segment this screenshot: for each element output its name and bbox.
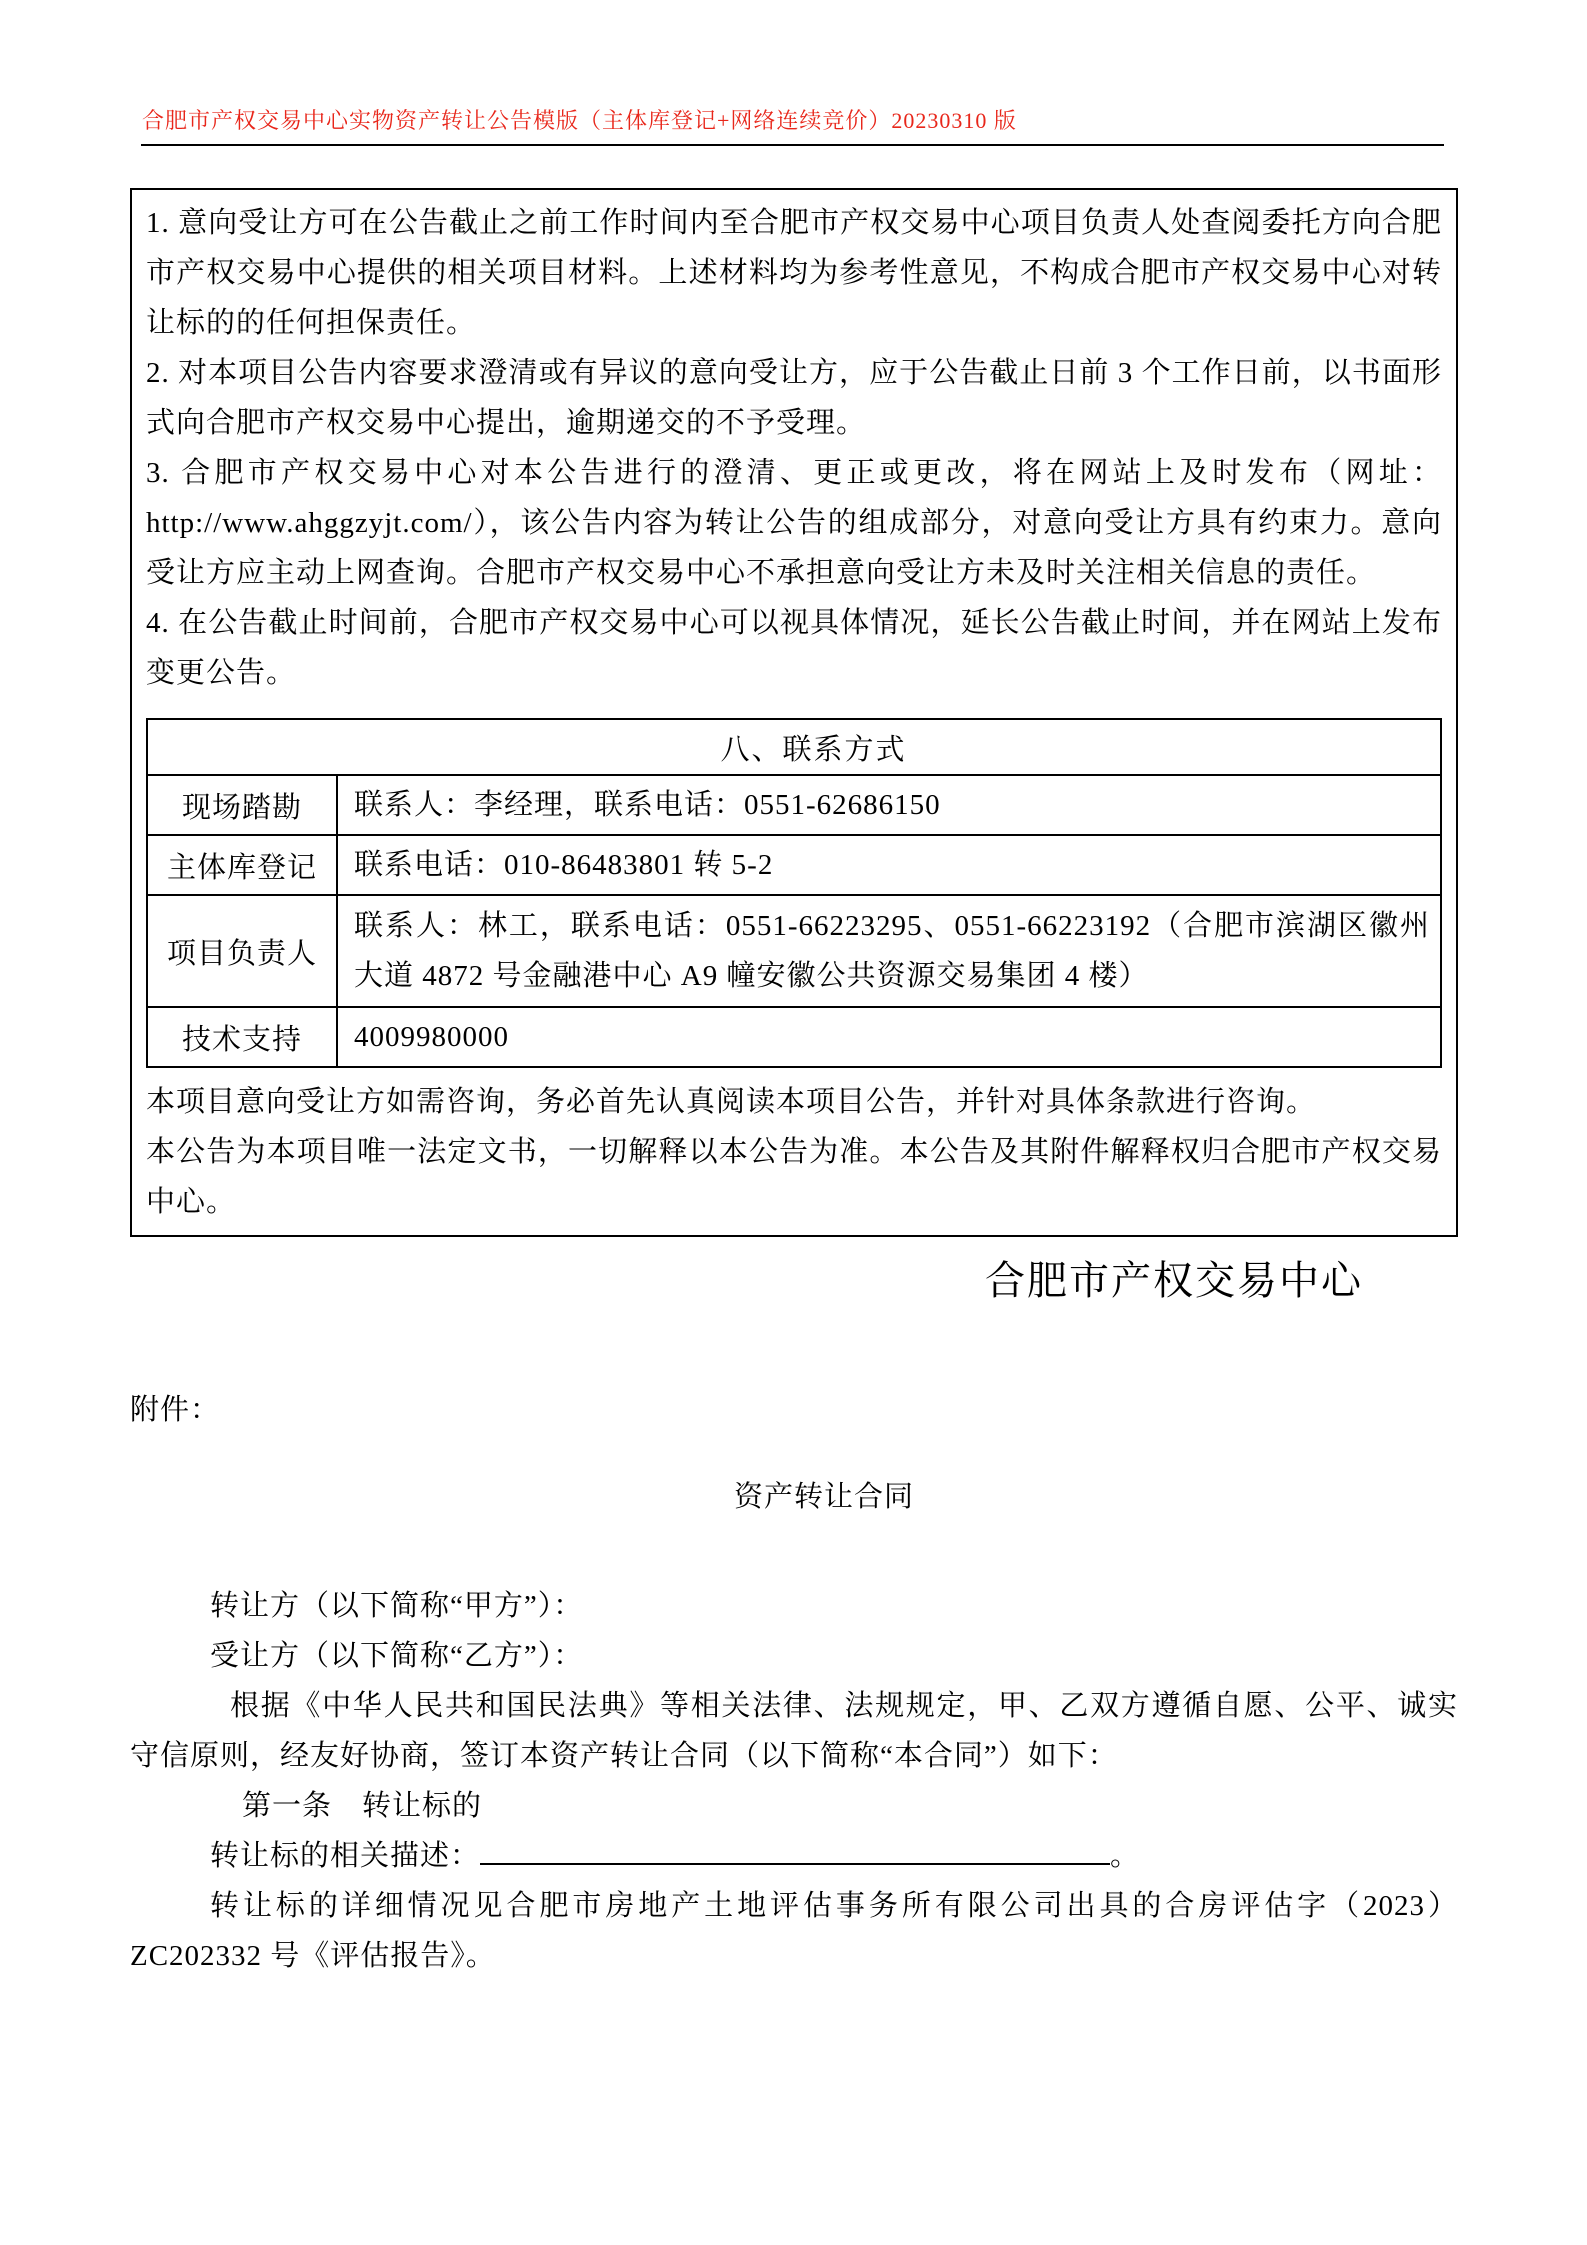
contact-row-value: 联系人：李经理，联系电话：0551-62686150 — [337, 775, 1441, 835]
legal-basis-paragraph: 根据《中华人民共和国民法典》等相关法律、法规规定，甲、乙双方遵循自愿、公平、诚实守信原则，经友好协商，签订本资产转让合同（以下简称“本合同”）如下： — [130, 1690, 1458, 1772]
issuer-signature: 合肥市产权交易中心 — [985, 1258, 1363, 1303]
party-a-line: 转让方（以下简称“甲方”）： — [210, 1590, 584, 1622]
table-row — [147, 895, 1441, 1007]
contact-table — [146, 718, 1442, 1068]
table-row — [147, 1007, 1441, 1067]
notice-item-3: 3. 合肥市产权交易中心对本公告进行的澄清、更正或更改，将在网站上及时发布（网址：http://www.ahggzyjt.com/），该公告内容为转让公告的组成部分，对意向受让方具有约束力。意向受让方应主动上网查询。合肥市产权交易中心不承担意向受让方未及时关注相关信息的责任。 — [146, 457, 1442, 589]
contact-row-label: 主体库登记 — [147, 835, 337, 895]
contact-table-title-row — [147, 719, 1441, 775]
detail-paragraph: 转让标的详细情况见合肥市房地产土地评估事务所有限公司出具的合房评估字（2023）ZC202332 号《评估报告》。 — [130, 1890, 1458, 1972]
contact-table-title: 八、联系方式 — [147, 719, 1441, 775]
notice-item-1: 1. 意向受让方可在公告截止之前工作时间内至合肥市产权交易中心项目负责人处查阅委托方向合肥市产权交易中心提供的相关项目材料。上述材料均为参考性意见，不构成合肥市产权交易中心对转让标的的任何担保责任。 — [146, 207, 1442, 339]
closing-notes — [146, 1077, 1442, 1227]
notice-item-2: 2. 对本项目公告内容要求澄清或有异议的意向受让方，应于公告截止日前 3 个工作日前，以书面形式向合肥市产权交易中心提出，逾期递交的不予受理。 — [146, 357, 1442, 439]
contact-row-value: 联系电话：010-86483801 转 5-2 — [337, 835, 1441, 895]
closing-note-1: 本项目意向受让方如需咨询，务必首先认真阅读本项目公告，并针对具体条款进行咨询。 — [146, 1086, 1317, 1118]
description-label: 转让标的相关描述： — [210, 1840, 481, 1872]
contract-title: 资产转让合同 — [733, 1481, 914, 1513]
table-row — [147, 775, 1441, 835]
description-suffix: 。 — [1110, 1840, 1141, 1872]
contact-row-label: 项目负责人 — [147, 895, 337, 1007]
closing-note-2: 本公告为本项目唯一法定文书，一切解释以本公告为准。本公告及其附件解释权归合肥市产权交易中心。 — [146, 1136, 1442, 1218]
contact-row-value: 联系人：林工，联系电话：0551-66223295、0551-66223192（合肥市滨湖区徽州大道 4872 号金融港中心 A9 幢安徽公共资源交易集团 4 楼） — [337, 895, 1441, 1007]
attachment-label: 附件： — [130, 1394, 221, 1426]
article-1-heading: 第一条 转让标的 — [242, 1790, 483, 1822]
contact-row-label: 技术支持 — [147, 1007, 337, 1067]
template-header-title: 合肥市产权交易中心实物资产转让公告模版（主体库登记+网络连续竞价）20230310 版 — [142, 108, 1017, 133]
contact-row-label: 现场踏勘 — [147, 775, 337, 835]
notice-box — [130, 188, 1458, 1237]
table-row — [147, 835, 1441, 895]
header-divider — [141, 144, 1444, 146]
notice-item-4: 4. 在公告截止时间前，合肥市产权交易中心可以视具体情况，延长公告截止时间，并在网站上发布变更公告。 — [146, 607, 1442, 689]
contact-row-value: 4009980000 — [337, 1007, 1441, 1067]
description-blank-underline — [480, 1833, 1110, 1865]
contract-body — [130, 1581, 1458, 1981]
description-line — [130, 1831, 1458, 1881]
party-b-line: 受让方（以下简称“乙方”）： — [210, 1640, 584, 1672]
